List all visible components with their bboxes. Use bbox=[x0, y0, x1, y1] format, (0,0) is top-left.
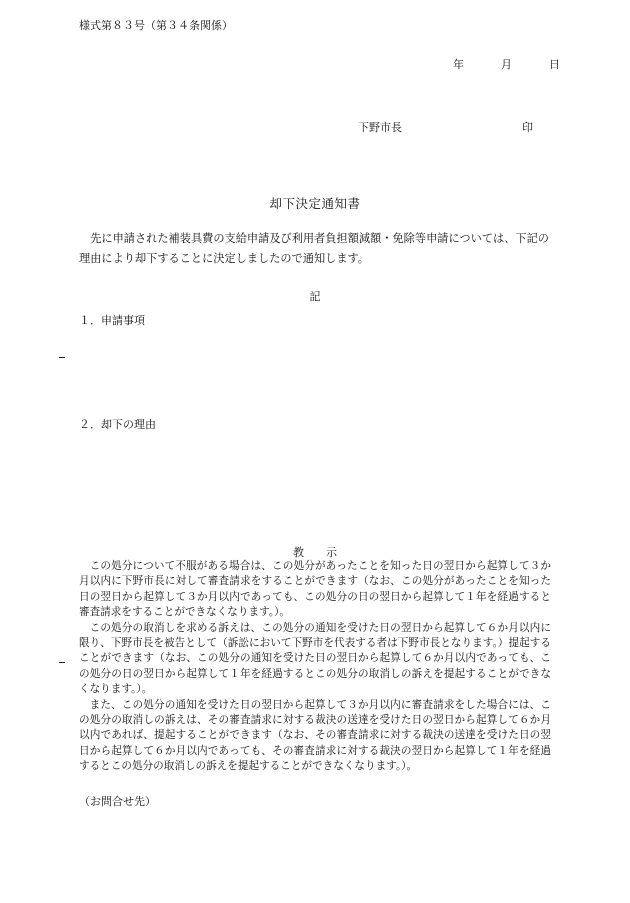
section-request-items: １．申請事項 bbox=[79, 314, 145, 327]
year-label: 年 bbox=[453, 58, 464, 71]
instruction-paragraph: この処分について不服がある場合は、この処分があったことを知った日の翌日から起算して３か月以内に下野市長に対して審査請求をすることができます（なお、この処分があったことを知った日の翌日から起算して３か月以内であっても、この処分の日の翌日から起算して１年を経過すると審査請求をすることができなくなります。）。 bbox=[79, 560, 551, 619]
instruction-paragraph: この処分の取消しを求める訴えは、この処分の通知を受けた日の翌日から起算して６か月以内に限り、下野市長を被告として（訴訟において下野市を代表する者は下野市長となります。）提起することができます（なお、この処分の通知を受けた日の翌日から起算して６か月以内であっても、この処分の日の翌日から起算して１年を経過するとこの処分の取消しの訴えを提起することができなくなります。）。 bbox=[79, 621, 551, 696]
day-label: 日 bbox=[549, 58, 560, 71]
month-label: 月 bbox=[501, 58, 512, 71]
section-reason: ２．却下の理由 bbox=[79, 418, 156, 431]
margin-tick bbox=[59, 662, 65, 663]
ki-mark: 記 bbox=[309, 290, 321, 303]
contact-label: （お問合せ先） bbox=[79, 795, 156, 808]
form-number: 様式第８３号（第３４条関係） bbox=[79, 19, 233, 32]
sender-name: 下野市長 bbox=[358, 121, 402, 134]
margin-tick bbox=[59, 357, 65, 358]
date-line bbox=[453, 56, 560, 72]
instruction-block bbox=[79, 559, 551, 775]
instruction-paragraph: また、この処分の通知を受けた日の翌日から起算して３か月以内に審査請求をした場合には、この処分の取消しの訴えは、その審査請求に対する裁決の送達を受けた日の翌日から起算して６か月以内であれば、提起することができます（なお、その審査請求に対する裁決の送達を受けた日の翌日から起算して６か月以内であっても、その審査請求に対する裁決の翌日から起算して１年を経過するとこの処分の取消しの訴えを提起することができなくなります。）。 bbox=[79, 698, 551, 773]
document-title: 却下決定通知書 bbox=[269, 196, 361, 211]
body-paragraph: 先に申請された補装具費の支給申請及び利用者負担額減額・免除等申請については、下記の理由により却下することに決定しましたので通知します。 bbox=[79, 232, 549, 265]
instruction-heading: 教示 bbox=[293, 546, 359, 559]
seal-mark: 印 bbox=[522, 121, 533, 134]
